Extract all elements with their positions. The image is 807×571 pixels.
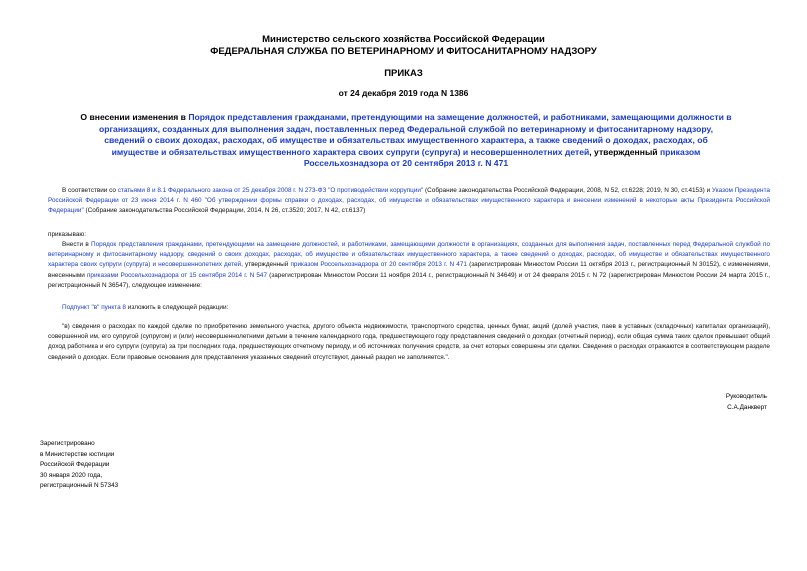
amend-text-1: Внести в [62, 241, 92, 248]
registration-line-5: регистрационный N 57343 [40, 482, 119, 489]
order-word: приказываю: [48, 231, 86, 238]
amend-text-3: (зарегистрирован Минюстом России 11 октября 2013 г., регистрационный N 30152), с изменениями, внесенными [48, 261, 770, 279]
registration-line-2: в Министерстве юстиции [40, 450, 115, 458]
signature-block [726, 392, 767, 413]
amend-procedure-link[interactable]: Порядок представления гражданами, претендующими на замещение должностей, и работниками, замещающими должности в организациях, созданных для выполнения задач, поставленных перед Федеральной службой по ветеринарному и фитосанитарному надзору, сведений о своих доходах, расходах, об имуществе и обязательствах имущественного характера, а также сведений о доходах, расходах, об имуществе и обязательствах имущественного характера своих супруги (супруга) и несовершеннолетних детей [48, 241, 771, 269]
subitem-link[interactable]: Подпункт "в" пункта 8 [62, 304, 126, 311]
title-procedure-link[interactable]: Порядок представления гражданами, претендующими на замещение должностей, и работниками, замещающими должности в организациях, созданных для выполнения задач, поставленных перед Федеральной службой по ветеринарному и фитосанитарному надзору, сведений о своих доходах, расходах, об имуществе и обязательствах имущественного характера, а также сведений о доходах, расходах, об имуществе и обязательствах имущественного характера своих супруги (супруга) и несовершеннолетних детей [98, 112, 732, 157]
new-wording-paragraph: "в) сведения о расходах по каждой сделке по приобретению земельного участка, другого объекта недвижимости, транспортного средства, ценных бумаг, акций (долей участия, паев в уставных (складочных) капиталах организаций), совершенной им, его супругой (супругом) и (или) несовершеннолетними детьми в течение календарного года, предшествующего году представления сведений о доходах (отчетный период), если общая сумма таких сделок превышает общий доход работника и его супруги (супруга) за три последних года, предшествующих отчетному периоду, и об источниках получения средств, за счет которых совершены эти сделки. Сведения о расходах отражаются в соответствующем разделе сведений о доходах. Если правовые основания для представления указанных сведений отсутствуют, данный раздел не заполняется.". [48, 323, 770, 361]
ministry-name: Министерство сельского хозяйства Российской Федерации [262, 34, 545, 45]
basis-text-2: (Собрание законодательства Российской Федерации, 2008, N 52, ст.6228; 2019, N 30, ст.4153) и [423, 187, 712, 194]
registration-block [40, 439, 118, 492]
subitem-paragraph [62, 303, 228, 313]
signer-name: С.А.Данкверт [727, 403, 767, 411]
basis-text-3: (Собрание законодательства Российской Федерации, 2014, N 26, ст.3520; 2017, N 42, ст.6137) [83, 207, 366, 215]
registration-line-4: 30 января 2020 года, [40, 471, 103, 479]
title-order-link[interactable]: приказом Россельхознадзора от 20 сентября 2013 г. N 471 [303, 146, 701, 169]
amend-text-2: , утвержденный [241, 261, 291, 269]
basis-decree-link[interactable]: Указом Президента Российской Федерации от 23 июня 2014 г. N 460 "Об утверждении формы справки о доходах, расходах, об имуществе и обязательствах имущественного характера и внесении изменений в некоторые акты Президента Российской Федерации" [48, 187, 770, 215]
amend-orders-link[interactable]: приказами Россельхознадзора от 15 сентября 2014 г. N 547 [86, 271, 268, 279]
doc-date-number: от 24 декабря 2019 года N 1386 [338, 88, 469, 98]
amend-order-link[interactable]: приказом Россельхознадзора от 20 сентября 2013 г. N 471 [290, 261, 467, 269]
registration-line-1: Зарегистрировано [40, 440, 95, 447]
amend-paragraph [48, 240, 770, 291]
basis-paragraph [48, 186, 770, 217]
amend-text-4: (зарегистрирован Минюстом России 11 ноября 2014 г., регистрационный N 34649) и от 24 февраля 2015 г. N 72 (зарегистрирован Минюстом России 24 марта 2015 г., регистрационный N 36547), следующее изменение: [48, 271, 770, 289]
signer-position: Руководитель [725, 393, 767, 400]
page-title [80, 112, 732, 170]
service-name: ФЕДЕРАЛЬНАЯ СЛУЖБА ПО ВЕТЕРИНАРНОМУ И ФИТОСАНИТАРНОМУ НАДЗОРУ [210, 46, 597, 57]
title-prefix: О внесении изменения в [80, 112, 189, 122]
basis-text-1: В соответствии со [62, 187, 118, 194]
basis-law-link[interactable]: статьями 8 и 8.1 Федерального закона от 25 декабря 2008 г. N 273-ФЗ "О противодействии коррупции" [117, 187, 424, 194]
title-middle: , утвержденный [589, 146, 660, 157]
subitem-text: изложить в следующей редакции: [126, 304, 229, 311]
registration-line-3: Российской Федерации [40, 461, 110, 468]
doc-type: ПРИКАЗ [384, 68, 423, 79]
